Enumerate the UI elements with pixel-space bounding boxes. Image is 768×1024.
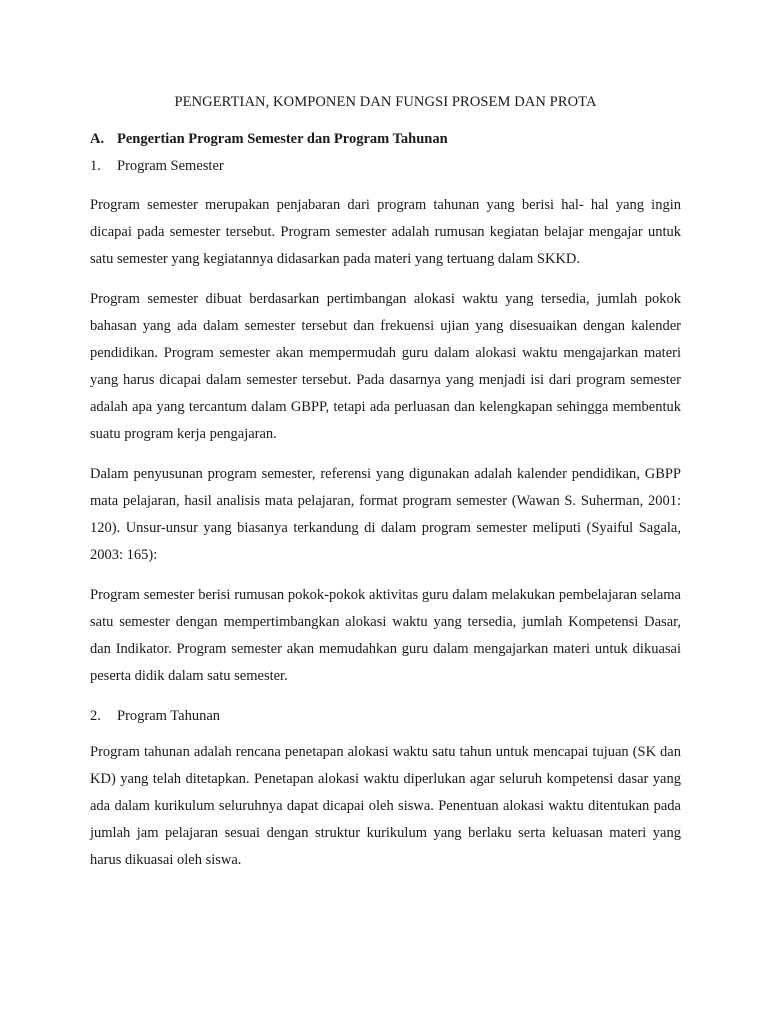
paragraph-1: Program semester merupakan penjabaran dari program tahunan yang berisi hal- hal yang ingin dicapai pada semester tersebut. Program semester adalah rumusan kegiatan belajar mengajar untuk satu semester yang kegiatannya didasarkan pada materi yang tertuang dalam SKKD. (90, 197, 681, 267)
section-a-heading (90, 131, 681, 148)
paragraph-3: Dalam penyusunan program semester, referensi yang digunakan adalah kalender pendidikan, GBPP mata pelajaran, hasil analisis mata pelajaran, format program semester (Wawan S. Suherman, 2001: 120). Unsur-unsur yang biasanya terkandung di dalam program semester meliputi (Syaiful Sagala, 2003: 165): (90, 466, 681, 563)
subsection-2-marker: 2. (90, 708, 101, 724)
section-a-title: Pengertian Program Semester dan Program Tahunan (117, 131, 448, 147)
subsection-2-heading (90, 708, 681, 725)
paragraph-2: Program semester dibuat berdasarkan pertimbangan alokasi waktu yang tersedia, jumlah pokok bahasan yang ada dalam semester tersebut dan frekuensi ujian yang disesuaikan dengan kalender pendidikan. Program semester akan mempermudah guru dalam alokasi waktu mengajarkan materi yang harus dicapai dalam semester tersebut. Pada dasarnya yang menjadi isi dari program semester adalah apa yang tercantum dalam GBPP, tetapi ada perluasan dan kelengkapan sehingga membentuk suatu program kerja pengajaran. (90, 291, 681, 442)
paragraph-5: Program tahunan adalah rencana penetapan alokasi waktu satu tahun untuk mencapai tujuan (SK dan KD) yang telah ditetapkan. Penetapan alokasi waktu diperlukan agar seluruh kompetensi dasar yang ada dalam kurikulum seluruhnya dapat dicapai oleh siswa. Penentuan alokasi waktu ditentukan pada jumlah jam pelajaran sesuai dengan struktur kurikulum yang berlaku serta keluasan materi yang harus dikuasai oleh siswa. (90, 744, 681, 868)
subsection-1-heading (90, 158, 681, 175)
document-title: PENGERTIAN, KOMPONEN DAN FUNGSI PROSEM DAN PROTA (174, 94, 597, 110)
paragraph-4: Program semester berisi rumusan pokok-pokok aktivitas guru dalam melakukan pembelajaran selama satu semester dengan mempertimbangkan alokasi waktu yang tersedia, jumlah Kompetensi Dasar, dan Indikator. Program semester akan memudahkan guru dalam mengajarkan materi untuk dikuasai peserta didik dalam satu semester. (90, 587, 681, 684)
subsection-1-marker: 1. (90, 158, 101, 174)
section-a-marker: A. (90, 131, 105, 147)
subsection-1-title: Program Semester (117, 158, 224, 174)
subsection-2-title: Program Tahunan (117, 708, 221, 724)
